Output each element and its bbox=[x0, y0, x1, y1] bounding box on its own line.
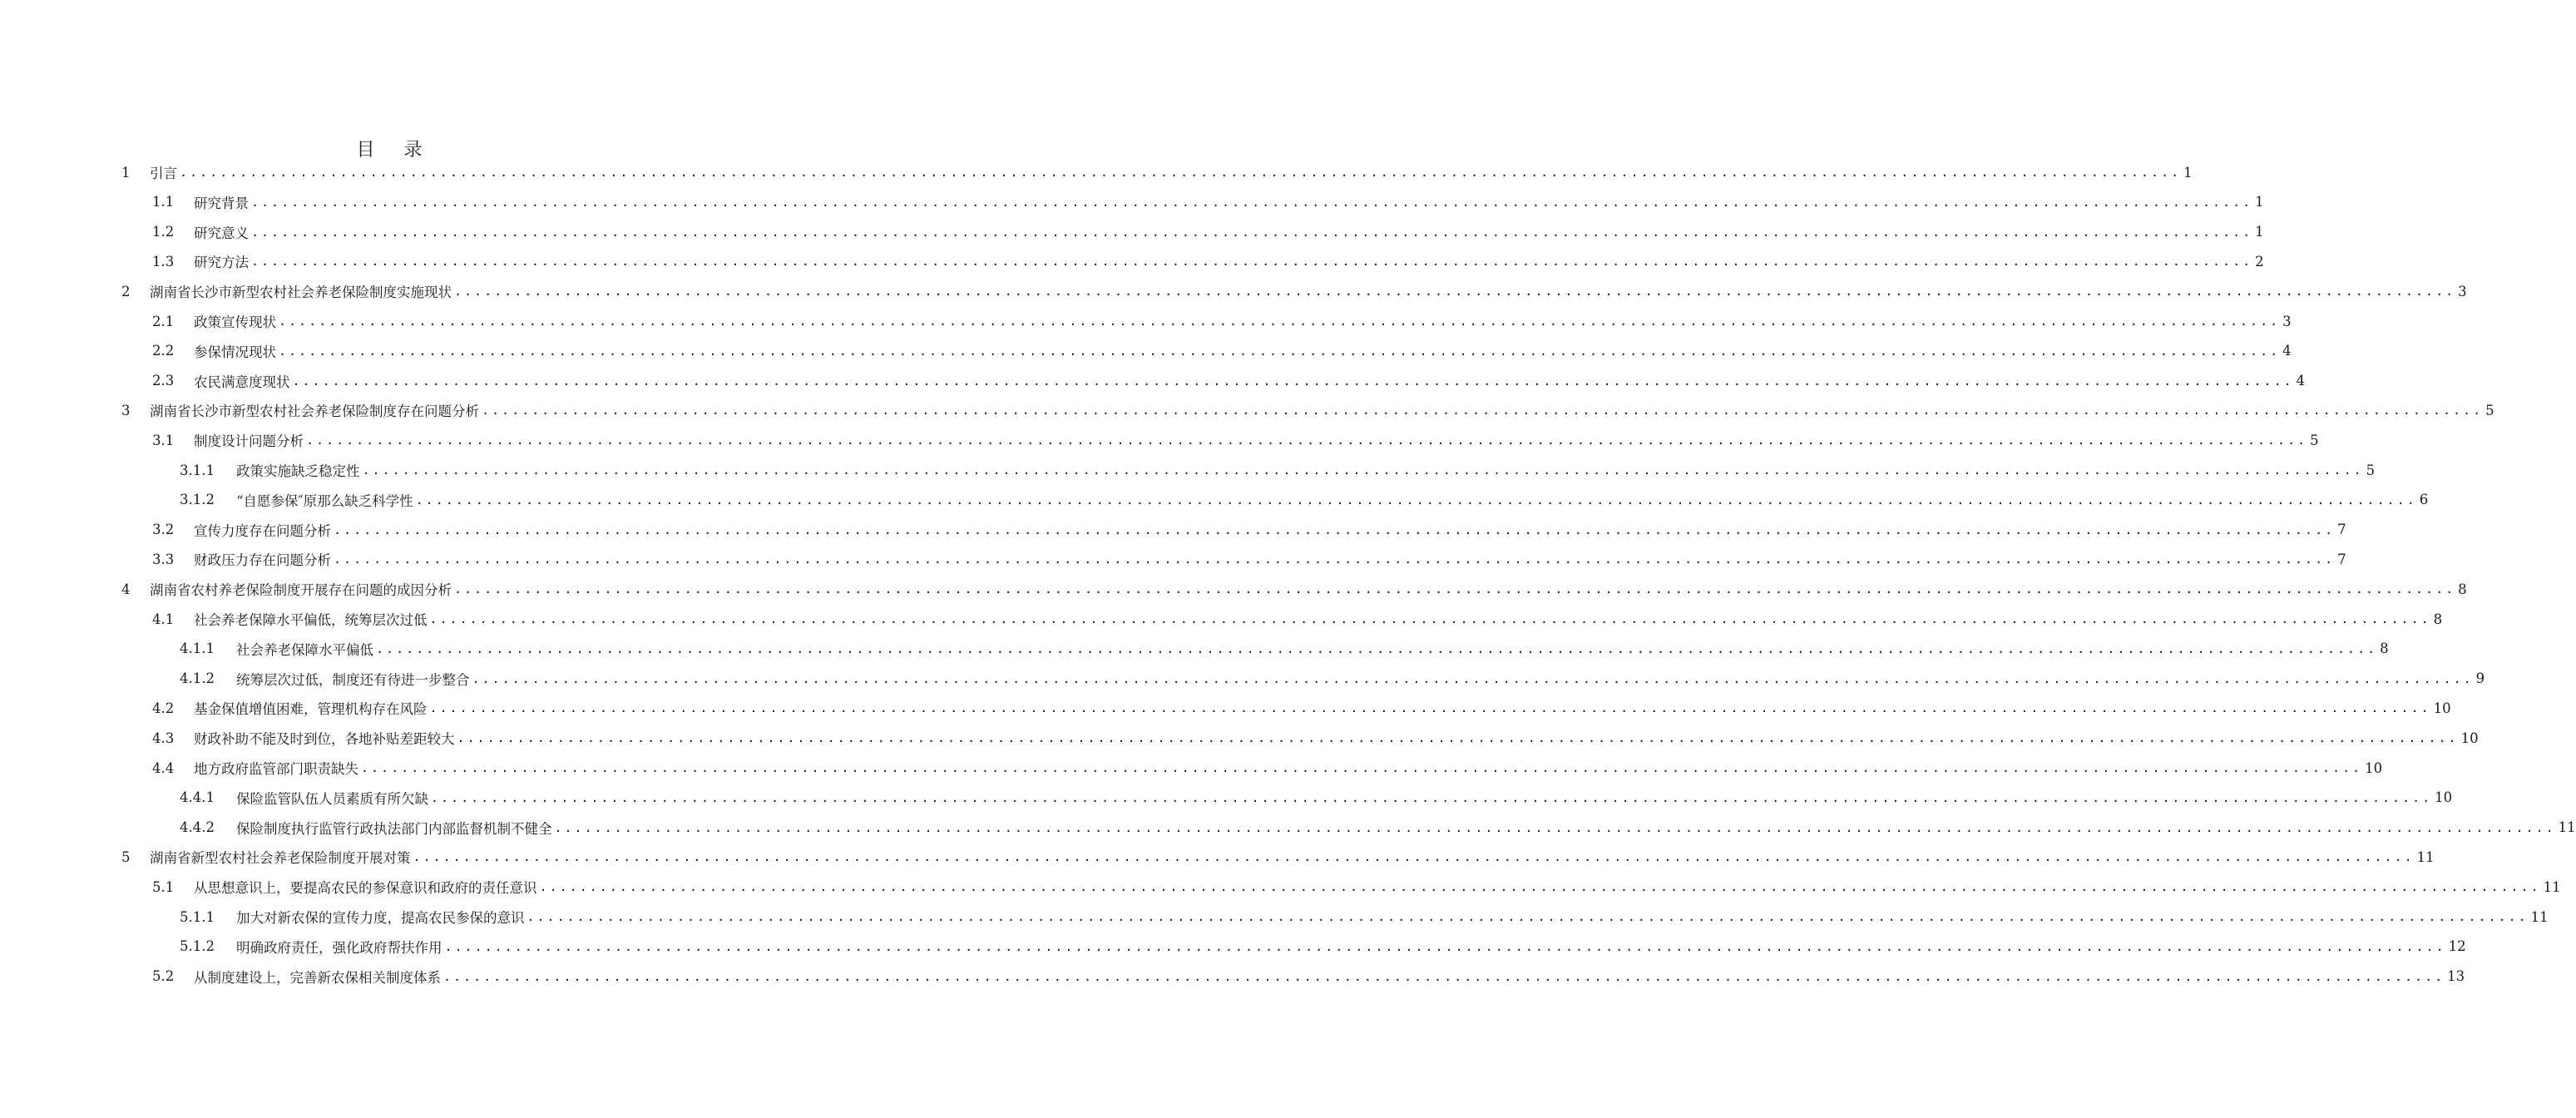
toc-entry-page: 10 bbox=[2365, 759, 2383, 776]
toc-entry-title: 财政补助不能及时到位，各地补贴差距较大 bbox=[194, 731, 455, 748]
toc-entry[interactable] bbox=[152, 544, 2346, 574]
toc-dot-leader: ........................................................................................................................................................................................................ bbox=[362, 463, 2364, 477]
toc-dot-leader: ........................................................................................................................................................................................................ bbox=[454, 284, 2456, 299]
toc-dot-leader: ........................................................................................................................................................................................................ bbox=[251, 254, 2253, 270]
toc-entry-number: 4.4.1 bbox=[180, 789, 215, 806]
toc-dot-leader: ........................................................................................................................................................................................................ bbox=[539, 879, 2541, 895]
toc-dot-leader: ........................................................................................................................................................................................................ bbox=[472, 670, 2474, 686]
toc-entry-page: 3 bbox=[2458, 283, 2467, 299]
toc-dot-leader: ........................................................................................................................................................................................................ bbox=[279, 343, 2281, 359]
toc-entry[interactable] bbox=[180, 485, 2429, 515]
toc-entry-number: 4.1.1 bbox=[180, 641, 215, 657]
toc-entry-number: 3.1 bbox=[152, 432, 175, 448]
toc-entry[interactable] bbox=[121, 276, 2467, 306]
toc-dot-leader: ........................................................................................................................................................................................................ bbox=[444, 938, 2446, 954]
toc-dot-leader: ........................................................................................................................................................................................................ bbox=[443, 968, 2445, 984]
toc-dot-leader: ........................................................................................................................................................................................................ bbox=[454, 581, 2456, 597]
toc-dot-leader: ........................................................................................................................................................................................................ bbox=[431, 789, 2433, 805]
toc-entry-title: 参保情况现状 bbox=[194, 344, 276, 360]
toc-entry[interactable] bbox=[180, 902, 2549, 932]
toc-entry[interactable] bbox=[152, 723, 2479, 753]
toc-dot-leader: ........................................................................................................................................................................................................ bbox=[334, 552, 2336, 567]
toc-entry-title: 地方政府监管部门职责缺失 bbox=[194, 761, 358, 777]
toc-entry[interactable] bbox=[152, 693, 2451, 723]
toc-entry[interactable] bbox=[180, 664, 2485, 694]
toc-entry-title: 加大对新农保的宣传力度，提高农民参保的意识 bbox=[236, 910, 525, 926]
toc-entry[interactable] bbox=[180, 455, 2376, 485]
toc-entry[interactable] bbox=[152, 217, 2264, 247]
toc-entry-title: 明确政府责任，强化政府帮扶作用 bbox=[236, 939, 443, 956]
toc-entry-page: 7 bbox=[2337, 551, 2346, 567]
toc-dot-leader: ........................................................................................................................................................................................................ bbox=[482, 403, 2484, 418]
toc-dot-leader: ........................................................................................................................................................................................................ bbox=[457, 730, 2459, 746]
toc-entry[interactable] bbox=[180, 932, 2466, 962]
toc-entry-title: 社会养老保障水平偏低 bbox=[236, 641, 373, 658]
toc-dot-leader: ........................................................................................................................................................................................................ bbox=[180, 165, 2182, 180]
toc-entry-number: 4.4.2 bbox=[180, 819, 215, 836]
toc-entry[interactable] bbox=[121, 574, 2467, 604]
toc-entry-page: 4 bbox=[2296, 373, 2306, 389]
toc-entry-number: 2.1 bbox=[152, 313, 175, 329]
toc-entry-number: 2.2 bbox=[152, 343, 175, 359]
toc-entry-number: 2 bbox=[121, 283, 131, 299]
toc-dot-leader: ........................................................................................................................................................................................................ bbox=[413, 849, 2415, 865]
toc-dot-leader: ........................................................................................................................................................................................................ bbox=[527, 909, 2529, 924]
toc-entry-title: 政策实施缺乏稳定性 bbox=[236, 463, 360, 479]
toc-entry-page: 1 bbox=[2255, 194, 2264, 210]
toc-entry-title: 保险监管队伍人员素质有所欠缺 bbox=[236, 790, 428, 807]
toc-dot-leader: ........................................................................................................................................................................................................ bbox=[376, 641, 2378, 656]
toc-entry-page: 11 bbox=[2530, 908, 2549, 925]
toc-entry-page: 10 bbox=[2460, 730, 2479, 746]
toc-entry-title: 社会养老保障水平偏低，统筹层次过低 bbox=[194, 612, 428, 628]
toc-entry-page: 12 bbox=[2448, 938, 2466, 955]
toc-entry-title: 统筹层次过低，制度还有待进一步整合 bbox=[236, 671, 470, 688]
toc-entry-page: 6 bbox=[2419, 492, 2429, 508]
toc-entry-number: 4 bbox=[121, 581, 131, 597]
toc-entry-number: 3 bbox=[121, 402, 131, 418]
toc-entry-title: 基金保值增值困难，管理机构存在风险 bbox=[194, 701, 428, 718]
toc-entry-page: 3 bbox=[2282, 313, 2292, 329]
toc-entry-number: 1.3 bbox=[152, 253, 175, 270]
toc-dot-leader: ........................................................................................................................................................................................................ bbox=[554, 819, 2556, 835]
toc-entry-number: 3.3 bbox=[152, 551, 175, 567]
toc-entry-title: 从制度建设上，完善新农保相关制度体系 bbox=[194, 969, 441, 986]
toc-entry-title: 宣传力度存在问题分析 bbox=[194, 522, 331, 539]
toc-entry-number: 3.1.2 bbox=[180, 492, 215, 508]
toc-entry-number: 1.1 bbox=[152, 194, 175, 210]
toc-dot-leader: ........................................................................................................................................................................................................ bbox=[279, 314, 2281, 329]
toc-entry-title: 从思想意识上，要提高农民的参保意识和政府的责任意识 bbox=[194, 880, 537, 897]
toc-entry[interactable] bbox=[121, 842, 2435, 872]
toc-entry[interactable] bbox=[152, 246, 2264, 276]
toc-entry-page: 1 bbox=[2183, 164, 2193, 181]
toc-entry-number: 3.1.1 bbox=[180, 462, 215, 478]
toc-entry-title: 湖南省长沙市新型农村社会养老保险制度存在问题分析 bbox=[150, 403, 479, 420]
toc-entry[interactable] bbox=[152, 515, 2346, 545]
toc-entry-number: 4.1.2 bbox=[180, 670, 215, 687]
toc-entry-page: 1 bbox=[2255, 224, 2264, 240]
toc-dot-leader: ........................................................................................................................................................................................................ bbox=[361, 760, 2363, 775]
toc-entry-page: 9 bbox=[2475, 670, 2485, 687]
toc-dot-leader: ........................................................................................................................................................................................................ bbox=[306, 433, 2308, 448]
toc-entry-title: 制度设计问题分析 bbox=[194, 433, 304, 450]
toc-entry-page: 5 bbox=[2485, 402, 2494, 418]
toc-entry-number: 2.3 bbox=[152, 373, 175, 389]
toc-entry-page: 5 bbox=[2366, 462, 2376, 478]
toc-entry-title: 湖南省农村养老保险制度开展存在问题的成因分析 bbox=[150, 582, 452, 599]
toc-entry[interactable] bbox=[152, 187, 2264, 217]
toc-entry[interactable] bbox=[152, 366, 2306, 396]
toc-title: 目 录 bbox=[356, 140, 434, 161]
toc-entry[interactable] bbox=[152, 425, 2319, 455]
toc-entry[interactable] bbox=[152, 336, 2292, 366]
toc-entry-page: 8 bbox=[2458, 581, 2467, 597]
toc-entry-number: 5.1.1 bbox=[180, 908, 215, 925]
toc-dot-leader: ........................................................................................................................................................................................................ bbox=[429, 700, 2431, 716]
toc-entry[interactable] bbox=[152, 962, 2465, 992]
toc-entry[interactable] bbox=[121, 157, 2193, 187]
toc-dot-leader: ........................................................................................................................................................................................................ bbox=[334, 522, 2336, 537]
toc-entry-title: 财政压力存在问题分析 bbox=[194, 552, 331, 569]
toc-entry-page: 8 bbox=[2433, 611, 2443, 627]
toc-entry-page: 11 bbox=[2543, 878, 2561, 895]
toc-entry[interactable] bbox=[180, 783, 2453, 813]
toc-entry[interactable] bbox=[152, 753, 2383, 783]
toc-entry[interactable] bbox=[180, 634, 2389, 664]
toc-entry-number: 4.2 bbox=[152, 700, 175, 716]
toc-entry-page: 11 bbox=[2416, 848, 2435, 865]
toc-dot-leader: ........................................................................................................................................................................................................ bbox=[251, 194, 2253, 210]
toc-entry-number: 5.1.2 bbox=[180, 938, 215, 955]
toc-entry-page: 7 bbox=[2337, 522, 2346, 538]
toc-entry-title: 研究方法 bbox=[194, 255, 249, 271]
toc-entry-page: 4 bbox=[2282, 343, 2292, 359]
toc-entry-number: 3.2 bbox=[152, 522, 175, 538]
toc-dot-leader: ........................................................................................................................................................................................................ bbox=[429, 611, 2431, 626]
toc-entry-title: 湖南省新型农村社会养老保险制度开展对策 bbox=[150, 850, 411, 867]
toc-entry[interactable] bbox=[152, 604, 2443, 634]
toc-entry[interactable] bbox=[180, 813, 2576, 843]
toc-entry-number: 4.3 bbox=[152, 730, 175, 746]
toc-entry-title: 政策宣传现状 bbox=[194, 314, 276, 330]
toc-entry-title: “自愿参保″原那么缺乏科学性 bbox=[236, 492, 413, 509]
toc-entry-number: 4.1 bbox=[152, 611, 175, 627]
toc-entry-number: 4.4 bbox=[152, 759, 175, 776]
toc-entry[interactable] bbox=[152, 872, 2561, 902]
toc-entry-page: 11 bbox=[2558, 819, 2576, 836]
toc-entry-title: 保险制度执行监管行政执法部门内部监督机制不健全 bbox=[236, 820, 552, 837]
toc-entry-page: 10 bbox=[2435, 789, 2453, 806]
toc-entry-number: 5.1 bbox=[152, 878, 175, 895]
toc-entry[interactable] bbox=[152, 306, 2292, 336]
toc-dot-leader: ........................................................................................................................................................................................................ bbox=[251, 224, 2253, 240]
toc-entry-title: 引言 bbox=[150, 166, 177, 181]
toc-entry-number: 1.2 bbox=[152, 224, 175, 240]
toc-entry-number: 1 bbox=[121, 164, 131, 181]
toc-entry-page: 13 bbox=[2447, 968, 2465, 985]
toc-dot-leader: ........................................................................................................................................................................................................ bbox=[292, 373, 2294, 388]
toc-entry-page: 2 bbox=[2255, 253, 2264, 270]
toc-entry-page: 8 bbox=[2380, 641, 2389, 657]
toc-dot-leader: ........................................................................................................................................................................................................ bbox=[415, 492, 2417, 507]
toc-entry-number: 5.2 bbox=[152, 968, 175, 985]
toc-entry-title: 湖南省长沙市新型农村社会养老保险制度实施现状 bbox=[150, 284, 452, 301]
toc-entry-title: 研究意义 bbox=[194, 225, 249, 241]
toc-entry-number: 5 bbox=[121, 848, 131, 865]
toc-entry-title: 研究背景 bbox=[194, 195, 249, 211]
toc-entry[interactable] bbox=[121, 395, 2494, 425]
toc-entry-page: 5 bbox=[2310, 432, 2319, 448]
toc-entry-page: 10 bbox=[2433, 700, 2451, 716]
toc-entry-title: 农民满意度现状 bbox=[194, 373, 290, 390]
